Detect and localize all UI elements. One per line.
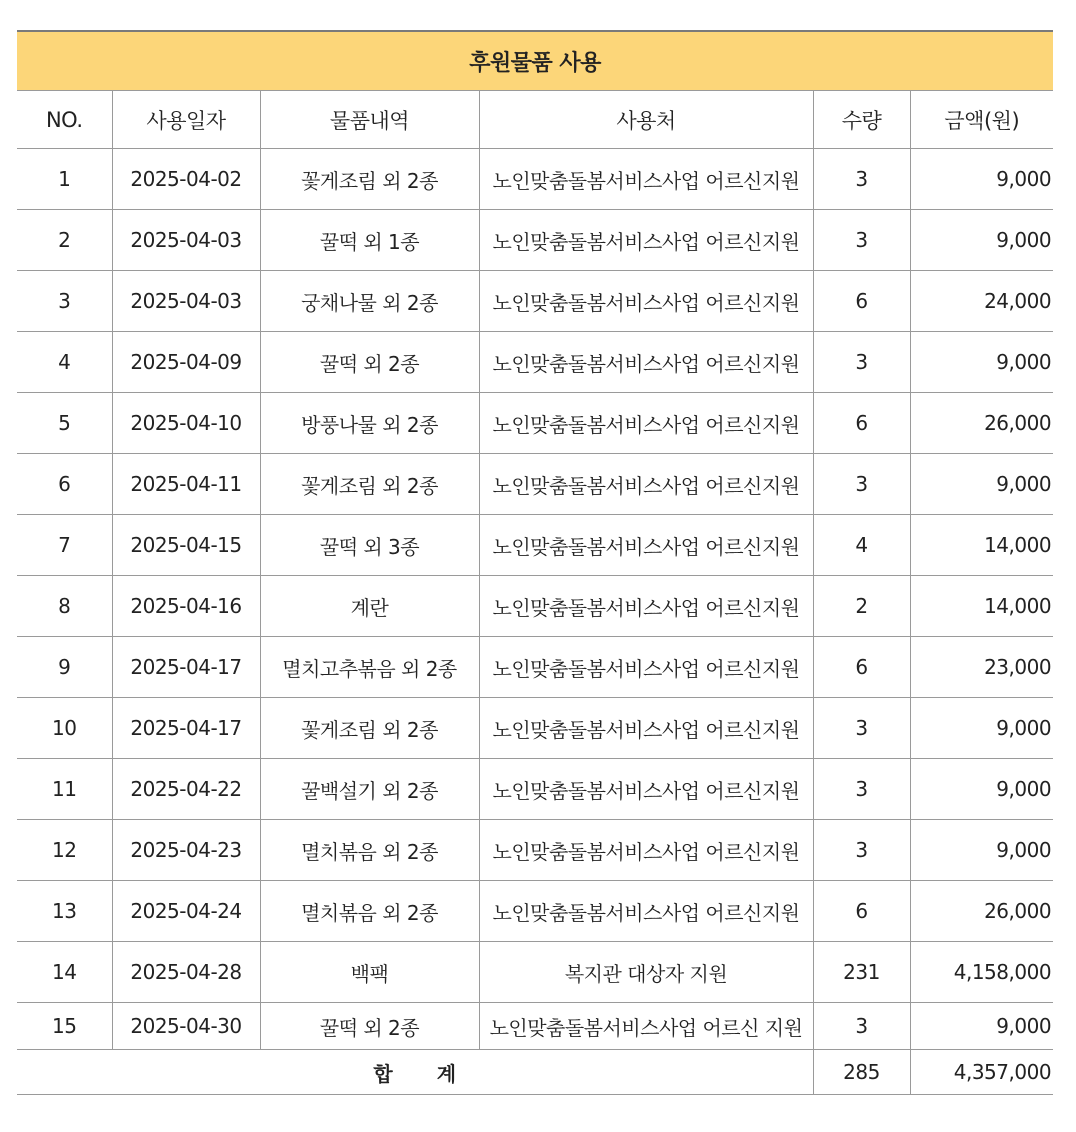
- table-row: [17, 881, 1053, 942]
- table-title: 후원물품 사용: [17, 31, 1053, 91]
- cell-date: 2025-04-24: [112, 881, 260, 942]
- cell-date: 2025-04-28: [112, 942, 260, 1003]
- cell-date: 2025-04-17: [112, 698, 260, 759]
- cell-place: 노인맞춤돌봄서비스사업 어르신지원: [479, 271, 813, 332]
- cell-date: 2025-04-22: [112, 759, 260, 820]
- cell-no: 1: [17, 149, 112, 210]
- cell-no: 9: [17, 637, 112, 698]
- cell-no: 5: [17, 393, 112, 454]
- cell-amount: 26,000: [910, 393, 1053, 454]
- cell-item: 꿀떡 외 2종: [260, 1003, 479, 1050]
- cell-place: 노인맞춤돌봄서비스사업 어르신지원: [479, 454, 813, 515]
- cell-item: 백팩: [260, 942, 479, 1003]
- cell-item: 꿀떡 외 1종: [260, 210, 479, 271]
- cell-date: 2025-04-03: [112, 210, 260, 271]
- cell-place: 노인맞춤돌봄서비스사업 어르신지원: [479, 637, 813, 698]
- cell-item: 멸치볶음 외 2종: [260, 881, 479, 942]
- cell-date: 2025-04-03: [112, 271, 260, 332]
- cell-place: 복지관 대상자 지원: [479, 942, 813, 1003]
- table-row: [17, 515, 1053, 576]
- cell-place: 노인맞춤돌봄서비스사업 어르신 지원: [479, 1003, 813, 1050]
- cell-no: 2: [17, 210, 112, 271]
- table-row: [17, 576, 1053, 637]
- cell-amount: 9,000: [910, 698, 1053, 759]
- cell-amount: 4,158,000: [910, 942, 1053, 1003]
- donation-usage-table: [17, 30, 1053, 1095]
- table-row: [17, 942, 1053, 1003]
- cell-amount: 14,000: [910, 515, 1053, 576]
- cell-qty: 6: [813, 393, 910, 454]
- cell-amount: 9,000: [910, 210, 1053, 271]
- cell-date: 2025-04-10: [112, 393, 260, 454]
- cell-item: 멸치볶음 외 2종: [260, 820, 479, 881]
- table-row: [17, 454, 1053, 515]
- cell-qty: 6: [813, 637, 910, 698]
- cell-no: 4: [17, 332, 112, 393]
- cell-qty: 3: [813, 454, 910, 515]
- total-row: [17, 1050, 1053, 1095]
- header-amount: 금액(원): [910, 91, 1053, 149]
- cell-item: 꽃게조림 외 2종: [260, 149, 479, 210]
- table-row: [17, 820, 1053, 881]
- cell-place: 노인맞춤돌봄서비스사업 어르신지원: [479, 210, 813, 271]
- cell-amount: 9,000: [910, 759, 1053, 820]
- total-qty: 285: [813, 1050, 910, 1095]
- table-row: [17, 271, 1053, 332]
- table-row: [17, 637, 1053, 698]
- cell-qty: 3: [813, 332, 910, 393]
- cell-date: 2025-04-15: [112, 515, 260, 576]
- cell-qty: 3: [813, 698, 910, 759]
- header-place: 사용처: [479, 91, 813, 149]
- cell-date: 2025-04-09: [112, 332, 260, 393]
- cell-qty: 6: [813, 881, 910, 942]
- table-row: [17, 149, 1053, 210]
- table-body: [17, 149, 1053, 1050]
- cell-amount: 26,000: [910, 881, 1053, 942]
- cell-place: 노인맞춤돌봄서비스사업 어르신지원: [479, 149, 813, 210]
- cell-place: 노인맞춤돌봄서비스사업 어르신지원: [479, 515, 813, 576]
- cell-qty: 3: [813, 820, 910, 881]
- table-row: [17, 210, 1053, 271]
- cell-amount: 14,000: [910, 576, 1053, 637]
- cell-date: 2025-04-23: [112, 820, 260, 881]
- cell-item: 꿀떡 외 2종: [260, 332, 479, 393]
- cell-no: 13: [17, 881, 112, 942]
- header-row: [17, 91, 1053, 149]
- cell-item: 꽃게조림 외 2종: [260, 454, 479, 515]
- cell-item: 꿀떡 외 3종: [260, 515, 479, 576]
- cell-qty: 4: [813, 515, 910, 576]
- table-row: [17, 393, 1053, 454]
- table-row: [17, 698, 1053, 759]
- table-row: [17, 759, 1053, 820]
- cell-no: 7: [17, 515, 112, 576]
- cell-place: 노인맞춤돌봄서비스사업 어르신지원: [479, 393, 813, 454]
- cell-qty: 2: [813, 576, 910, 637]
- header-qty: 수량: [813, 91, 910, 149]
- cell-no: 15: [17, 1003, 112, 1050]
- cell-qty: 6: [813, 271, 910, 332]
- cell-no: 11: [17, 759, 112, 820]
- cell-item: 꿀백설기 외 2종: [260, 759, 479, 820]
- cell-item: 멸치고추볶음 외 2종: [260, 637, 479, 698]
- total-label: 합계: [17, 1050, 813, 1095]
- cell-qty: 3: [813, 149, 910, 210]
- total-amount: 4,357,000: [910, 1050, 1053, 1095]
- cell-item: 궁채나물 외 2종: [260, 271, 479, 332]
- cell-no: 12: [17, 820, 112, 881]
- header-item: 물품내역: [260, 91, 479, 149]
- cell-no: 8: [17, 576, 112, 637]
- cell-no: 10: [17, 698, 112, 759]
- cell-amount: 23,000: [910, 637, 1053, 698]
- cell-qty: 3: [813, 759, 910, 820]
- table-title-row: [17, 31, 1053, 91]
- cell-amount: 24,000: [910, 271, 1053, 332]
- header-no: NO.: [17, 91, 112, 149]
- cell-qty: 3: [813, 1003, 910, 1050]
- cell-place: 노인맞춤돌봄서비스사업 어르신지원: [479, 576, 813, 637]
- cell-item: 꽃게조림 외 2종: [260, 698, 479, 759]
- header-date: 사용일자: [112, 91, 260, 149]
- cell-no: 14: [17, 942, 112, 1003]
- cell-qty: 3: [813, 210, 910, 271]
- cell-qty: 231: [813, 942, 910, 1003]
- cell-date: 2025-04-16: [112, 576, 260, 637]
- cell-amount: 9,000: [910, 454, 1053, 515]
- cell-date: 2025-04-11: [112, 454, 260, 515]
- cell-date: 2025-04-02: [112, 149, 260, 210]
- cell-date: 2025-04-17: [112, 637, 260, 698]
- cell-amount: 9,000: [910, 332, 1053, 393]
- cell-place: 노인맞춤돌봄서비스사업 어르신지원: [479, 698, 813, 759]
- cell-no: 3: [17, 271, 112, 332]
- donation-usage-sheet: [17, 30, 1053, 1095]
- table-row: [17, 1003, 1053, 1050]
- cell-item: 방풍나물 외 2종: [260, 393, 479, 454]
- cell-place: 노인맞춤돌봄서비스사업 어르신지원: [479, 332, 813, 393]
- cell-amount: 9,000: [910, 149, 1053, 210]
- cell-item: 계란: [260, 576, 479, 637]
- cell-amount: 9,000: [910, 1003, 1053, 1050]
- cell-place: 노인맞춤돌봄서비스사업 어르신지원: [479, 881, 813, 942]
- cell-place: 노인맞춤돌봄서비스사업 어르신지원: [479, 820, 813, 881]
- cell-place: 노인맞춤돌봄서비스사업 어르신지원: [479, 759, 813, 820]
- table-row: [17, 332, 1053, 393]
- cell-amount: 9,000: [910, 820, 1053, 881]
- cell-date: 2025-04-30: [112, 1003, 260, 1050]
- cell-no: 6: [17, 454, 112, 515]
